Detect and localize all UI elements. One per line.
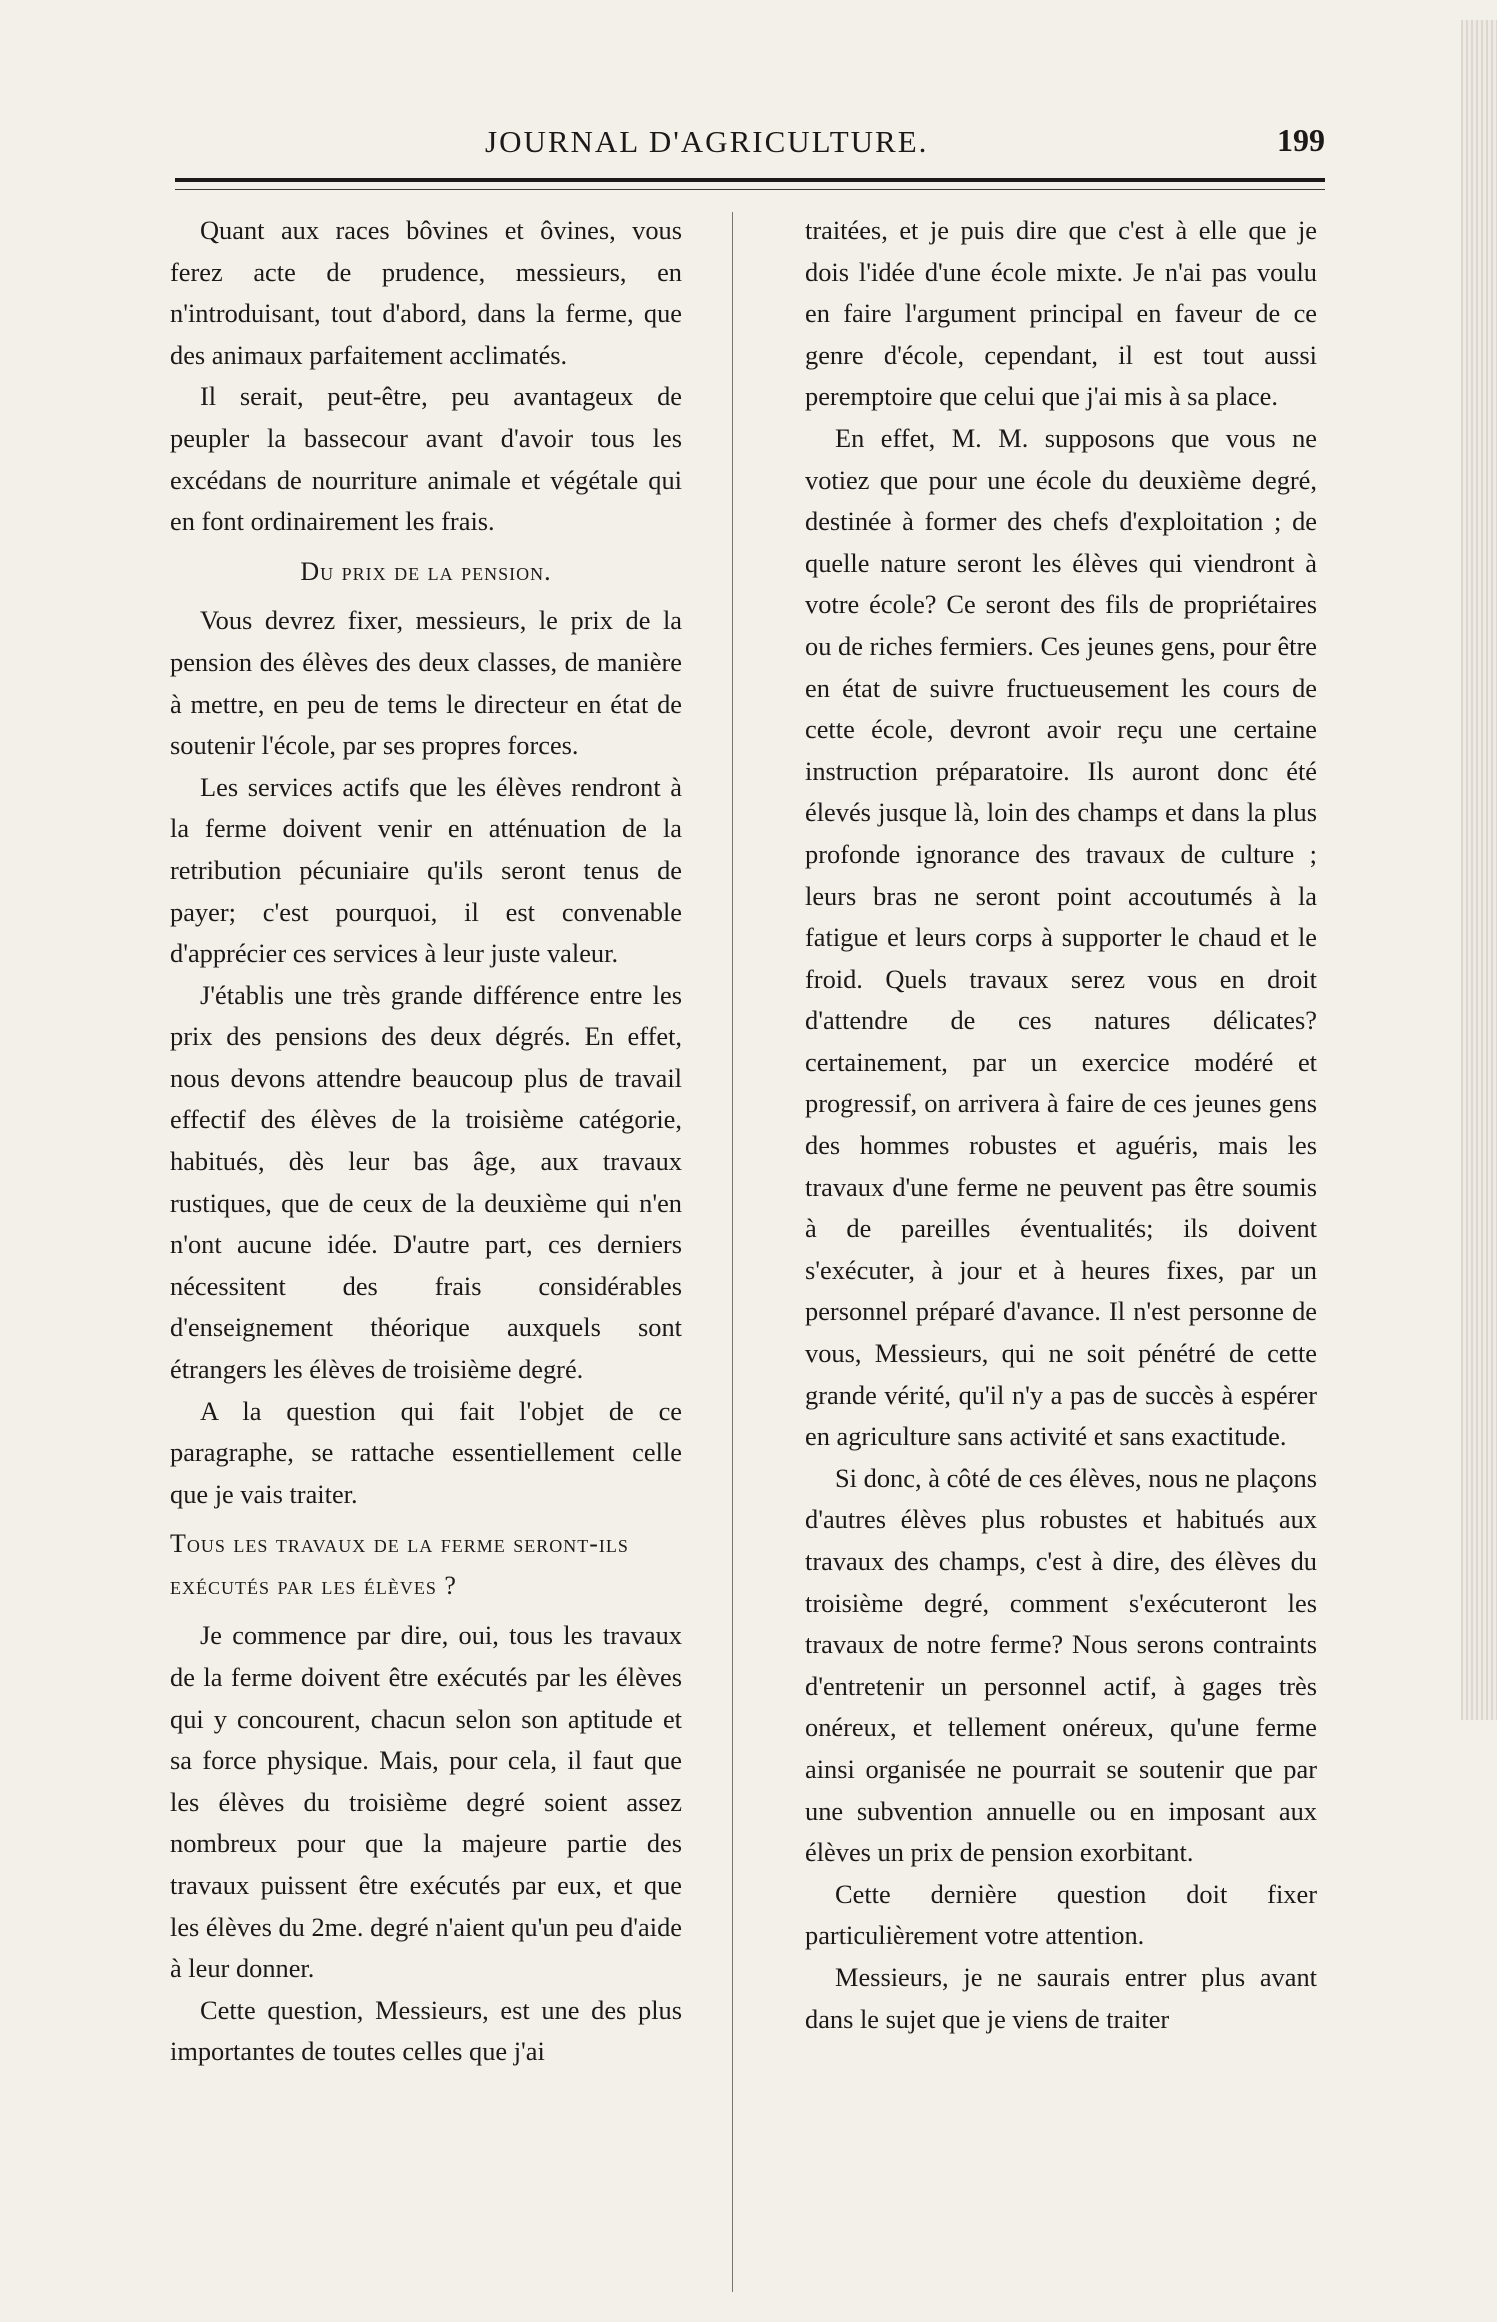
paragraph: Quant aux races bôvines et ôvines, vous ferez acte de prudence, messieurs, en n'introduisant, tout d'abord, dans la ferme, que des animaux parfaitement acclimatés. [170,215,682,370]
left-column [170,210,682,2073]
paragraph: J'établis une très grande différence entre les prix des pensions des deux dégrés. En effet, nous devons attendre beaucoup plus de travail effectif des élèves de la troisième catégorie, habitués, dès leur bas âge, aux travaux rustiques, que de ceux de la deuxième qui n'en n'ont aucune idée. D'autre part, ces derniers nécessitent des frais considérables d'enseignement théorique auxquels sont étrangers les élèves de troisième degré. [170,979,682,1385]
paragraph: Si donc, à côté de ces élèves, nous ne plaçons d'autres élèves plus robustes et habitués aux travaux des champs, c'est à dire, des élèves du troisième degré, comment s'exécuteront les travaux de notre ferme? Nous serons contraints d'entretenir un personnel actif, à gages très onéreux, et tellement onéreux, qu'une ferme ainsi organisée ne pourrait se soutenir que par une subvention annuelle ou en imposant aux élèves un prix de pension exorbitant. [805,1462,1317,1868]
scan-binding-edge [1461,20,1497,1720]
paragraph: Je commence par dire, oui, tous les travaux de la ferme doivent être exécutés par les élèves qui y concourent, chacun selon son aptitude et sa force physique. Mais, pour cela, il faut que les élèves du troisième degré soient assez nombreux pour que la majeure partie des travaux puissent être exécutés par eux, et que les élèves du 2me. degré n'aient qu'un peu d'aide à leur donner. [170,1620,682,1984]
paragraph: Vous devrez fixer, messieurs, le prix de la pension des élèves des deux classes, de manière à mettre, en peu de tems le directeur en état de soutenir l'école, par ses propres forces. [170,605,682,761]
paragraph: Cette question, Messieurs, est une des plus importantes de toutes celles que j'ai [170,1994,682,2067]
right-column [805,210,1317,2040]
running-title: JOURNAL D'AGRICULTURE. [485,124,929,159]
paragraph: Cette dernière question doit fixer particulièrement votre attention. [805,1878,1317,1951]
paragraph: Messieurs, je ne saurais entrer plus avant dans le sujet que je viens de traiter [805,1961,1317,2034]
column-divider [732,212,733,2292]
paragraph: A la question qui fait l'objet de ce paragraphe, se rattache essentiellement celle que je vais traiter. [170,1395,682,1509]
paragraph: Il serait, peut-être, peu avantageux de peupler la bassecour avant d'avoir tous les excédans de nourriture animale et végétale qui en font ordinairement les frais. [170,381,682,537]
header-rule-thin [175,189,1325,190]
section-heading: Du prix de la pension. [300,556,552,586]
page-number: 199 [1277,122,1325,158]
header-rule-thick [175,178,1325,182]
paragraph: traitées, et je puis dire que c'est à elle que je dois l'idée d'une école mixte. Je n'ai pas voulu en faire l'argument principal en faveur de ce genre d'école, cependant, il est tout aussi peremptoire que celui que j'ai mis à sa place. [805,215,1317,412]
paragraph: Les services actifs que les élèves rendront à la ferme doivent venir en atténuation de la retribution pécuniaire qu'ils seront tenus de payer; c'est pourquoi, il est convenable d'apprécier ces services à leur juste valeur. [170,771,682,969]
page-header [175,118,1325,168]
paragraph: En effet, M. M. supposons que vous ne votiez que pour une école du deuxième degré, destinée à former des chefs d'exploitation ; de quelle nature seront les élèves qui viendront à votre école? Ce seront des fils de propriétaires ou de riches fermiers. Ces jeunes gens, pour être en état de suivre fructueusement les cours de cette école, devront avoir reçu une certaine instruction préparatoire. Ils auront donc été élevés jusque là, loin des champs et dans la plus profonde ignorance des travaux de culture ; leurs bras ne seront point accoutumés à la fatigue et leurs corps à supporter le chaud et le froid. Quels travaux serez vous en droit d'attendre de ces natures délicates? certainement, par un exercice modéré et progressif, on arrivera à faire de ces jeunes gens des hommes robustes et aguéris, mais les travaux d'une ferme ne peuvent pas être soumis à de pareilles éventualités; ils doivent s'exécuter, à jour et à heures fixes, par un personnel préparé d'avance. Il n'est personne de vous, Messieurs, qui ne soit pénétré de cette grande vérité, qu'il n'y a pas de succès à espérer en agriculture sans activité et sans exactitude. [805,422,1317,1452]
section-heading: Tous les travaux de la ferme seront-ils exécutés par les élèves ? [170,1529,629,1601]
